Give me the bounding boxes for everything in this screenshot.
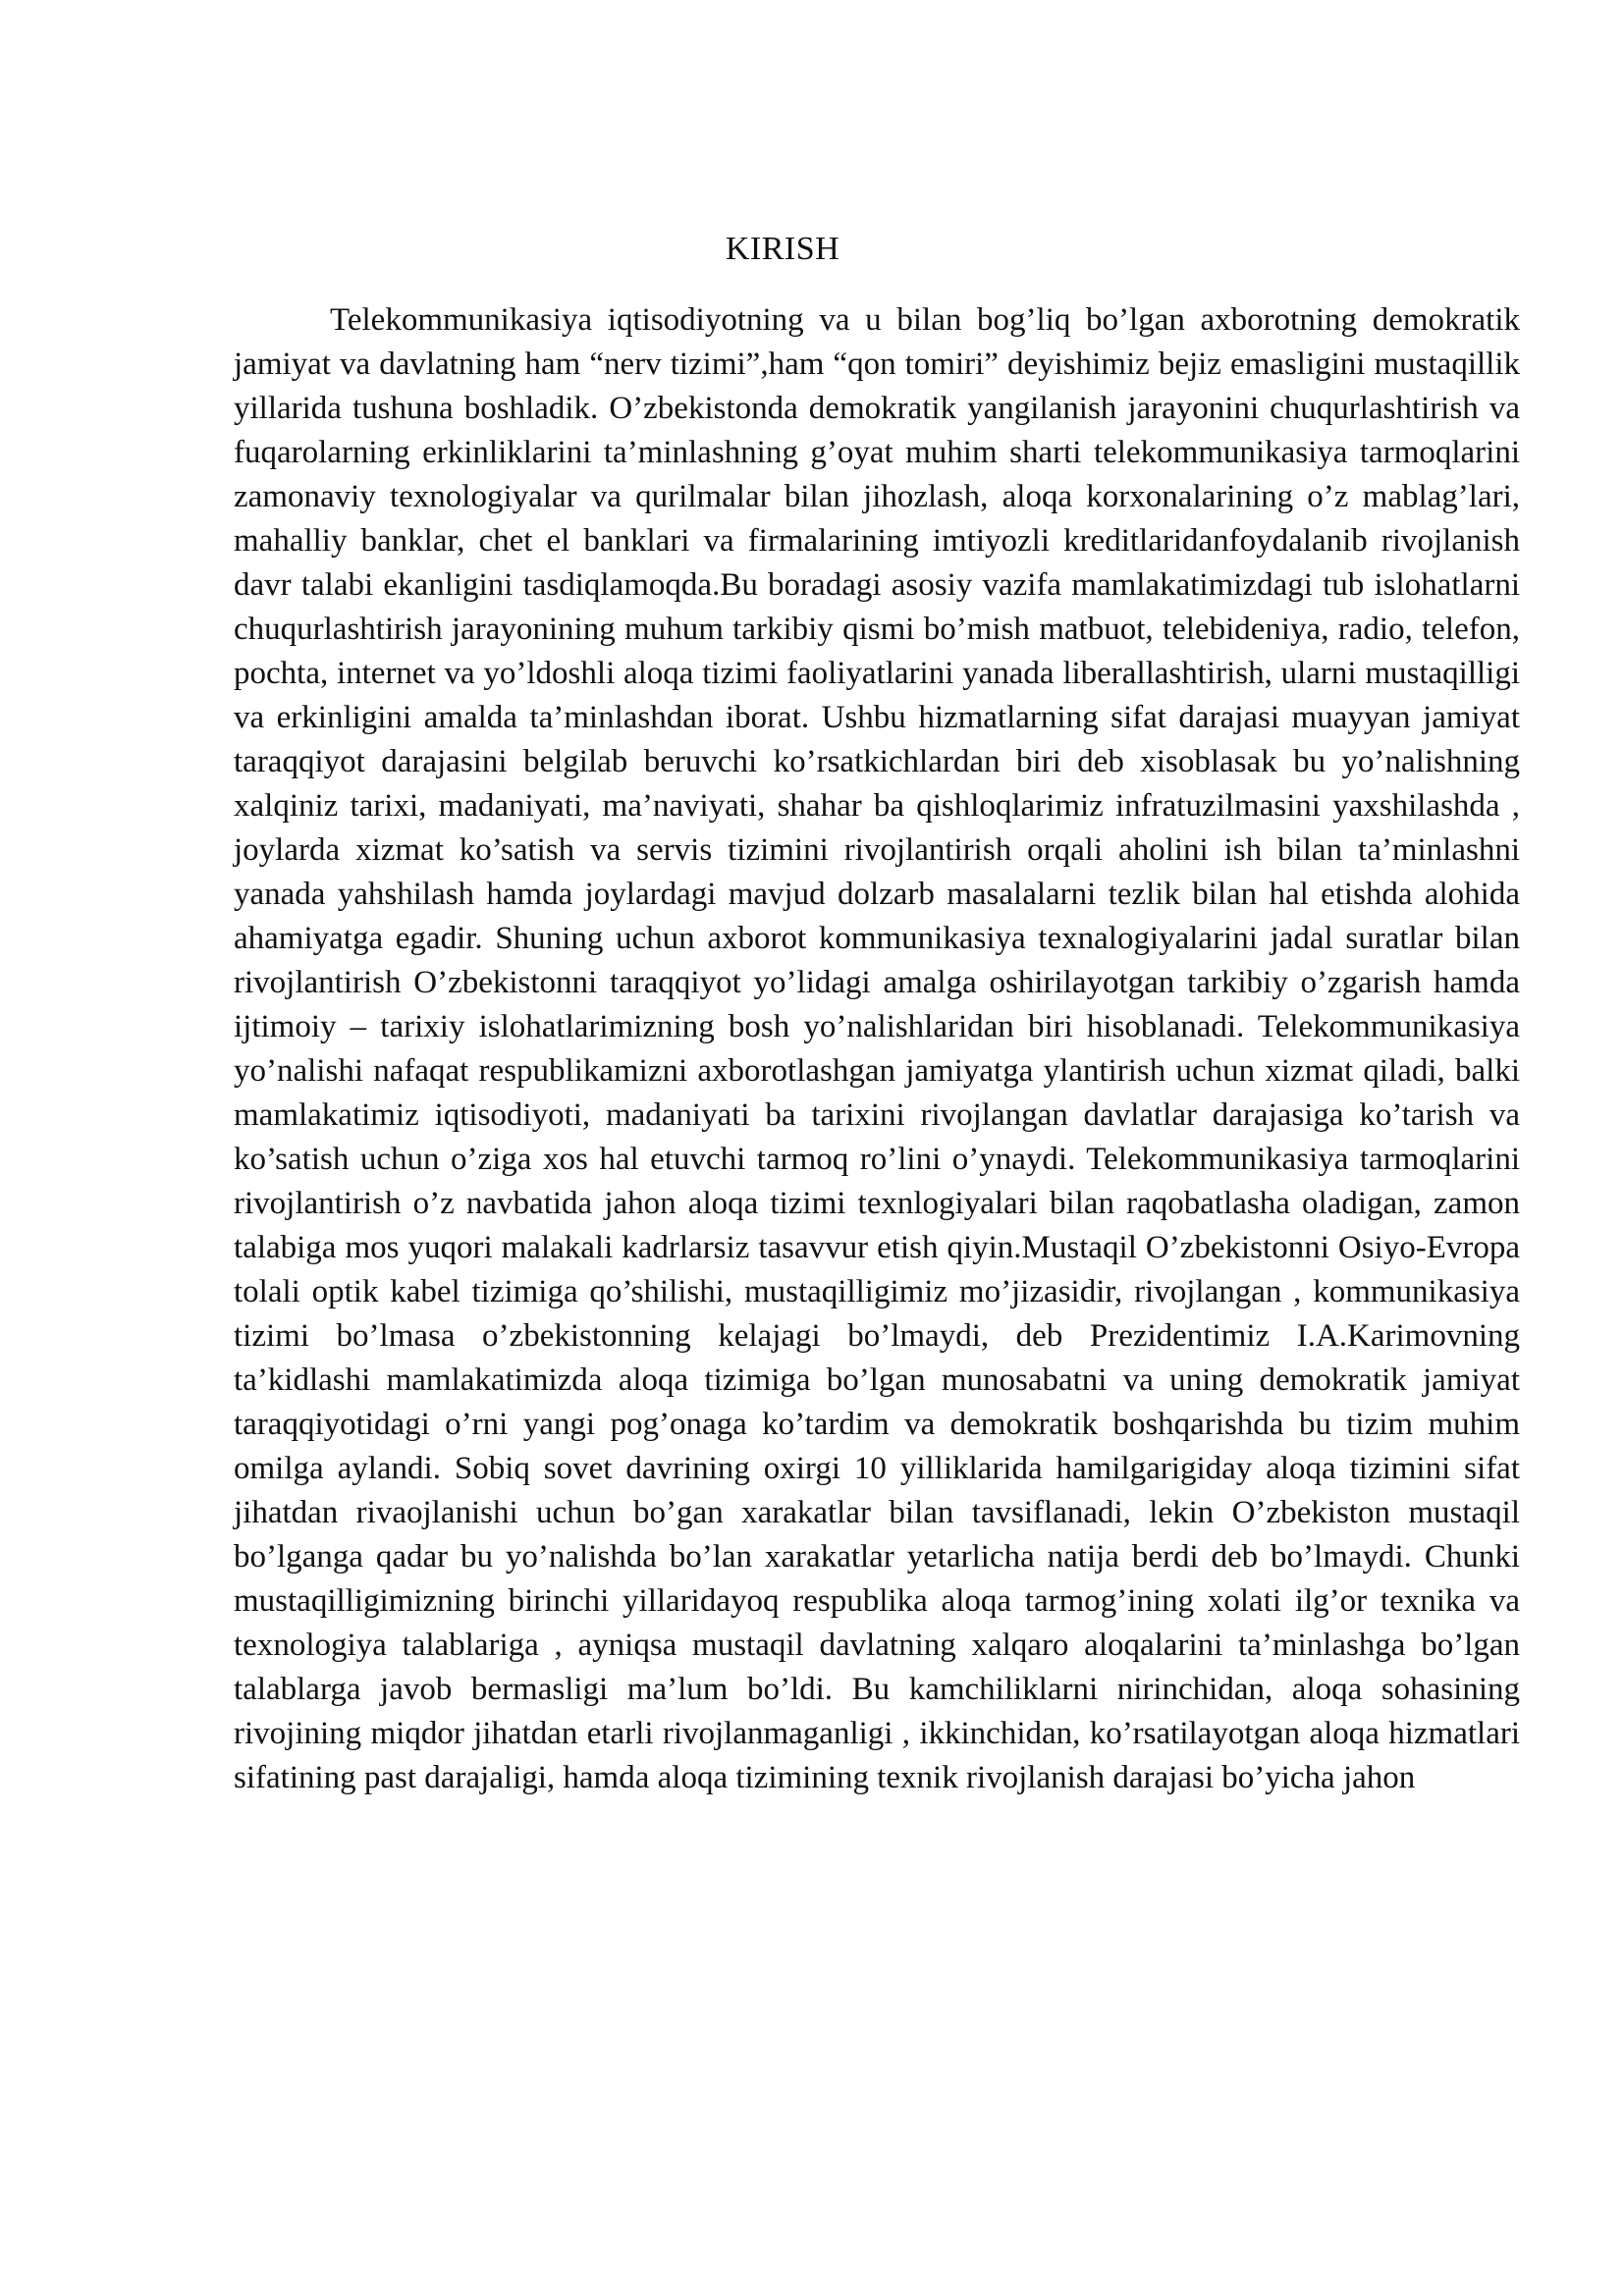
body-paragraph: Telekommunikasiya iqtisodiyotning va u bilan bog’liq bo’lgan axborotning demokratik jamiyat va davlatning ham “nerv tizimi”,ham “qon tomiri” deyishimiz bejiz emasligini mustaqillik yillarida tushuna boshladik. O’zbekistonda demokratik yangilanish jarayonini chuqurlashtirish va fuqarolarning erkinliklarini ta’minlashning g’oyat muhim sharti telekommunikasiya tarmoqlarini zamonaviy texnologiyalar va qurilmalar bilan jihozlash, aloqa korxonalarining o’z mablag’lari, mahalliy banklar, chet el banklari va firmalarining imtiyozli kreditlaridanfoydalanib rivojlanish davr talabi ekanligini tasdiqlamoqda.Bu boradagi asosiy vazifa mamlakatimizdagi tub islohatlarni chuqurlashtirish jarayonining muhum tarkibiy qismi bo’mish matbuot, telebideniya, radio, telefon, pochta, internet va yo’ldoshli aloqa tizimi faoliyatlarini yanada liberallashtirish, ularni mustaqilligi va erkinligini amalda ta’minlashdan iborat. Ushbu hizmatlarning sifat darajasi muayyan jamiyat taraqqiyot darajasini belgilab beruvchi ko’rsatkichlardan biri deb xisoblasak bu yo’nalishning xalqiniz tarixi, madaniyati, ma’naviyati, shahar ba qishloqlarimiz infratuzilmasini yaxshilashda , joylarda xizmat ko’satish va servis tizimini rivojlantirish orqali aholini ish bilan ta’minlashni yanada yahshilash hamda joylardagi mavjud dolzarb masalalarni tezlik bilan hal etishda alohida ahamiyatga egadir. Shuning uchun axborot kommunikasiya texnalogiyalarini jadal suratlar bilan rivojlantirish O’zbekistonni taraqqiyot yo’lidagi amalga oshirilayotgan tarkibiy o’zgarish hamda ijtimoiy – tarixiy islohatlarimizning bosh yo’nalishlaridan biri hisoblanadi. Telekommunikasiya yo’nalishi nafaqat respublikamizni axborotlashgan jamiyatga ylantirish uchun xizmat qiladi, balki mamlakatimiz iqtisodiyoti, madaniyati ba tarixini rivojlangan davlatlar darajasiga ko’tarish va ko’satish uchun o’ziga xos hal etuvchi tarmoq ro’lini o’ynaydi. Telekommunikasiya tarmoqlarini rivojlantirish o’z navbatida jahon aloqa tizimi texnlogiyalari bilan raqobatlasha oladigan, zamon talabiga mos yuqori malakali kadrlarsiz tasavvur etish qiyin.Mustaqil O’zbekistonni Osiyo-Evropa tolali optik kabel tizimiga qo’shilishi, mustaqilligimiz mo’jizasidir, rivojlangan , kommunikasiya tizimi bo’lmasa o’zbekistonning kelajagi bo’lmaydi, deb Prezidentimiz I.A.Karimovning ta’kidlashi mamlakatimizda aloqa tizimiga bo’lgan munosabatni va uning demokratik jamiyat taraqqiyotidagi o’rni yangi pog’onaga ko’tardim va demokratik boshqarishda bu tizim muhim omilga aylandi. Sobiq sovet davrining oxirgi 10 yilliklarida hamilgarigiday aloqa tizimini sifat jihatdan rivaojlanishi uchun bo’gan xarakatlar bilan tavsiflanadi, lekin O’zbekiston mustaqil bo’lganga qadar bu yo’nalishda bo’lan xarakatlar yetarlicha natija berdi deb bo’lmaydi. Chunki mustaqilligimizning birinchi yillaridayoq respublika aloqa tarmog’ining xolati ilg’or texnika va texnologiya talablariga , ayniqsa mustaqil davlatning xalqaro aloqalarini ta’minlashga bo’lgan talablarga javob bermasligi ma’lum bo’ldi. Bu kamchiliklarni nirinchidan, aloqa sohasining rivojining miqdor jihatdan etarli rivojlanmaganligi , ikkinchidan, ko’rsatilayotgan aloqa hizmatlari sifatining past darajaligi, hamda aloqa tizimining texnik rivojlanish darajasi bo’yicha jahon	[234, 302, 1520, 1795]
page-title: KIRISH	[725, 231, 840, 267]
